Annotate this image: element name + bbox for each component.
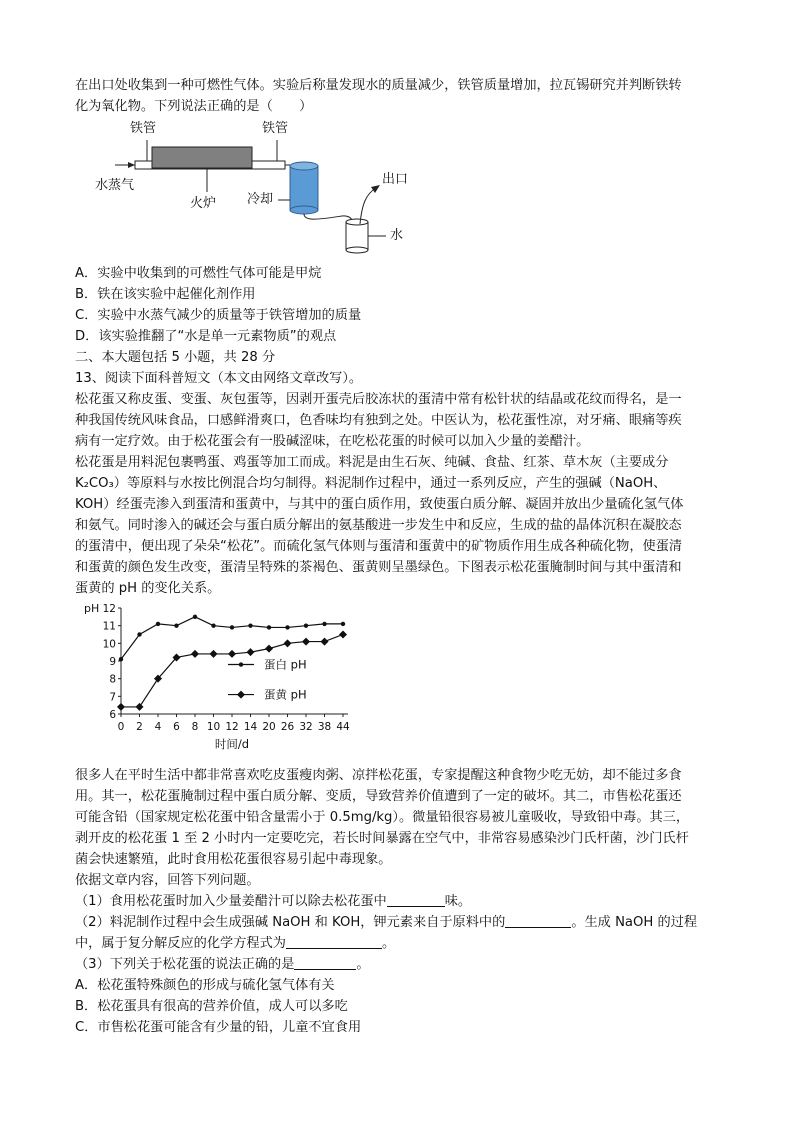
x-tick-label: 8 bbox=[191, 721, 199, 733]
cooling-cylinder-top bbox=[290, 162, 318, 170]
series-2-point bbox=[117, 703, 125, 711]
water-vessel bbox=[346, 222, 368, 250]
y-tick-label: 11 bbox=[102, 620, 116, 633]
q13-sub3 bbox=[75, 955, 725, 975]
q13-para1-line: 病有一定疗效。由于松花蛋会有一股碱涩味，在吃松花蛋的时候可以加入少量的姜醋汁。 bbox=[75, 434, 590, 449]
x-tick-label: 0 bbox=[117, 721, 125, 733]
q13-sub2-text-c: 中，属于复分解反应的化学方程式为 bbox=[75, 936, 286, 951]
series-1-point bbox=[267, 625, 271, 629]
q13-para2-line: 和蛋黄的颜色发生改变，蛋清呈特殊的茶褐色、蛋黄则呈墨绿色。下图表示松花蛋腌制时间与其中蛋清和 bbox=[75, 560, 682, 575]
series-1-point bbox=[119, 657, 123, 661]
x-tick-label: 44 bbox=[336, 721, 350, 733]
label-iron-tube-right: 铁管 bbox=[262, 121, 289, 136]
label-outlet: 出口 bbox=[382, 172, 409, 187]
series-2-point bbox=[191, 650, 199, 658]
q13-sub2-text-d: 。 bbox=[382, 936, 396, 951]
q13-sub2-blank-1[interactable] bbox=[505, 913, 571, 928]
x-tick-label: 32 bbox=[299, 721, 313, 733]
q13-para2-line: 的蛋清中，便出现了朵朵“松花”。而硫化氢气体则与蛋清和蛋黄中的矿物质作用生成各种硫化物，使蛋清 bbox=[75, 539, 683, 554]
q13-sub1-text-a: （1）食用松花蛋时加入少量姜醋汁可以除去松花蛋中 bbox=[75, 894, 387, 909]
series-1-point bbox=[174, 623, 178, 627]
x-tick-label: 14 bbox=[243, 721, 258, 733]
series-1-point bbox=[211, 623, 215, 627]
x-tick-label: 26 bbox=[280, 721, 295, 733]
water-vessel-top bbox=[346, 219, 368, 225]
outlet-tube bbox=[360, 188, 376, 224]
series-2-point bbox=[136, 703, 144, 711]
q13-sub2-line1 bbox=[75, 913, 725, 933]
q13-sub3-option-c[interactable]: C．市售松花蛋可能含有少量的铅，儿童不宜食用 bbox=[75, 1020, 362, 1035]
series-2-point bbox=[302, 638, 310, 646]
series-2-point bbox=[210, 650, 218, 658]
outlet-arrowhead bbox=[371, 185, 380, 193]
legend-label-2: 蛋黄 pH bbox=[264, 687, 307, 702]
label-steam: 水蒸气 bbox=[95, 178, 135, 193]
q13-para3-line: 剥开皮的松花蛋 1 至 2 小时内一定要吃完，若长时间暴露在空气中，非常容易感染沙门氏杆菌，沙门氏杆 bbox=[75, 831, 689, 846]
series-2-point bbox=[339, 631, 347, 639]
series-1-point bbox=[230, 625, 234, 629]
q13-para2-line: K₂CO₃）等原料与水按比例混合均匀制得。料泥制作过程中，通过一系列反应，产生的强碱（NaOH、 bbox=[75, 476, 667, 491]
y-tick-label: 7 bbox=[109, 691, 116, 704]
q12-stem-line-2: 化为氧化物。下列说法正确的是（ ） bbox=[75, 99, 313, 114]
q13-para2-line: 松花蛋是用料泥包裹鸭蛋、鸡蛋等加工而成。料泥是由生石灰、纯碱、食盐、红茶、草木灰（主要成分 bbox=[75, 455, 669, 470]
q13-sub2-text-a: （2）料泥制作过程中会生成强碱 NaOH 和 KOH，钾元素来自于原料中的 bbox=[75, 915, 506, 930]
label-cooling: 冷却 bbox=[247, 192, 274, 207]
series-2-point bbox=[228, 650, 236, 658]
series-1-point bbox=[156, 622, 160, 626]
x-tick-label: 6 bbox=[173, 721, 180, 733]
x-axis-title: 时间/d bbox=[214, 737, 250, 751]
q13-para2-line: 和氨气。同时渗入的碱还会与蛋白质分解出的氨基酸进一步发生中和反应，生成的盐的晶体沉积在凝胶态 bbox=[75, 518, 682, 533]
label-iron-tube-left: 铁管 bbox=[130, 121, 157, 136]
ph-chart-svg bbox=[78, 600, 378, 760]
q13-para2-line: KOH）经蛋壳渗入到蛋清和蛋黄中，与其中的蛋白质作用，致使蛋白质分解、凝固并放出少量硫化氢气体 bbox=[75, 497, 684, 512]
q13-sub3-text-a: （3）下列关于松花蛋的说法正确的是 bbox=[75, 957, 295, 972]
series-2-point bbox=[284, 639, 292, 647]
q13-sub3-option-a[interactable]: A．松花蛋特殊颜色的形成与硫化氢气体有关 bbox=[75, 978, 335, 993]
legend-marker-1 bbox=[239, 662, 243, 666]
y-tick-label: 12 bbox=[102, 603, 116, 615]
series-1-point bbox=[248, 623, 252, 627]
series-2-point bbox=[247, 648, 255, 656]
y-tick-label: 8 bbox=[109, 673, 116, 686]
q13-sub3-option-b[interactable]: B．松花蛋具有很高的营养价值，成人可以多吃 bbox=[75, 999, 348, 1014]
q13-sub1-text-b: 味。 bbox=[444, 894, 472, 909]
q13-sub3-text-b: 。 bbox=[356, 957, 370, 972]
q13-sub1-blank[interactable] bbox=[387, 892, 445, 907]
series-1-point bbox=[341, 622, 345, 626]
q13-para3-line: 菌会快速繁殖，此时食用松花蛋很容易引起中毒现象。 bbox=[75, 852, 392, 867]
x-tick-label: 38 bbox=[317, 721, 332, 733]
q13-para1-line: 种我国传统风味食品，口感鲜滑爽口，色香味均有独到之处。中医认为，松花蛋性凉，对牙痛、眼痛等疾 bbox=[75, 413, 682, 428]
furnace-block bbox=[152, 147, 252, 168]
steam-arrowhead bbox=[128, 162, 135, 168]
y-tick-label: 10 bbox=[102, 638, 116, 651]
cooling-cylinder-bottom bbox=[290, 206, 318, 214]
q13-para1-line: 松花蛋又称皮蛋、变蛋、灰包蛋等，因剥开蛋壳后胶冻状的蛋清中常有松针状的结晶或花纹而得名，是一 bbox=[75, 392, 682, 407]
series-2-point bbox=[321, 638, 329, 646]
q13-para2-line: 蛋黄的 pH 的变化关系。 bbox=[75, 581, 221, 596]
x-tick-label: 10 bbox=[206, 721, 221, 733]
q12-stem-line-1: 在出口处收集到一种可燃性气体。实验后称量发现水的质量减少，铁管质量增加，拉瓦锡研究并判断铁转 bbox=[75, 78, 682, 93]
y-tick-label: 9 bbox=[109, 656, 116, 668]
q12-option-b[interactable]: B．铁在该实验中起催化剂作用 bbox=[75, 287, 256, 302]
label-water: 水 bbox=[390, 228, 404, 243]
water-vessel-bottom bbox=[346, 247, 368, 253]
q13-intro: 13、阅读下面科普短文（本文由网络文章改写）。 bbox=[75, 371, 363, 386]
apparatus-diagram bbox=[90, 118, 420, 258]
x-tick-label: 2 bbox=[136, 721, 143, 733]
x-tick-label: 4 bbox=[154, 721, 162, 733]
series-1-point bbox=[285, 625, 289, 629]
series-1-point bbox=[193, 615, 197, 619]
q13-para3-line: 可能含铅（国家规定松花蛋中铅含量需小于 0.5mg/kg）。微量铅很容易被儿童吸收，导致铅中毒。其三， bbox=[75, 810, 690, 825]
series-1-point bbox=[137, 632, 141, 636]
q13-sub3-blank[interactable] bbox=[294, 955, 356, 970]
x-tick-label: 20 bbox=[262, 721, 276, 733]
y-axis-title: pH bbox=[84, 602, 100, 615]
y-tick-label: 6 bbox=[109, 709, 116, 721]
x-tick-label: 12 bbox=[225, 721, 239, 733]
q13-answer-intro: 依据文章内容，回答下列问题。 bbox=[75, 873, 260, 888]
q13-para3-line: 用。其一，松花蛋腌制过程中蛋白质分解、变质，导致营养价值遭到了一定的破坏。其二，市售松花蛋还 bbox=[75, 789, 682, 804]
series-1-point bbox=[304, 623, 308, 627]
ph-chart bbox=[78, 600, 378, 760]
q12-option-c[interactable]: C．实验中水蒸气减少的质量等于铁管增加的质量 bbox=[75, 308, 362, 323]
cooling-cylinder bbox=[290, 166, 318, 210]
q13-sub1 bbox=[75, 892, 725, 912]
legend-label-1: 蛋白 pH bbox=[264, 657, 307, 672]
q12-option-d[interactable]: D．该实验推翻了“水是单一元素物质”的观点 bbox=[75, 329, 337, 344]
label-furnace: 火炉 bbox=[190, 196, 217, 211]
q13-sub2-text-b: 。生成 NaOH 的过程 bbox=[571, 915, 698, 930]
q13-sub2-line2 bbox=[75, 934, 725, 954]
q12-option-a[interactable]: A．实验中收集到的可燃性气体可能是甲烷 bbox=[75, 266, 322, 281]
series-line-2 bbox=[121, 635, 343, 707]
q13-para3-line: 很多人在平时生活中都非常喜欢吃皮蛋瘦肉粥、凉拌松花蛋，专家提醒这种食物少吃无妨，却不能过多食 bbox=[75, 768, 682, 783]
section-2-heading: 二、本大题包括 5 小题，共 28 分 bbox=[75, 350, 276, 365]
q13-sub2-blank-2[interactable] bbox=[286, 934, 382, 949]
series-2-point bbox=[265, 645, 273, 653]
series-1-point bbox=[322, 622, 326, 626]
legend-marker-2 bbox=[237, 691, 245, 699]
